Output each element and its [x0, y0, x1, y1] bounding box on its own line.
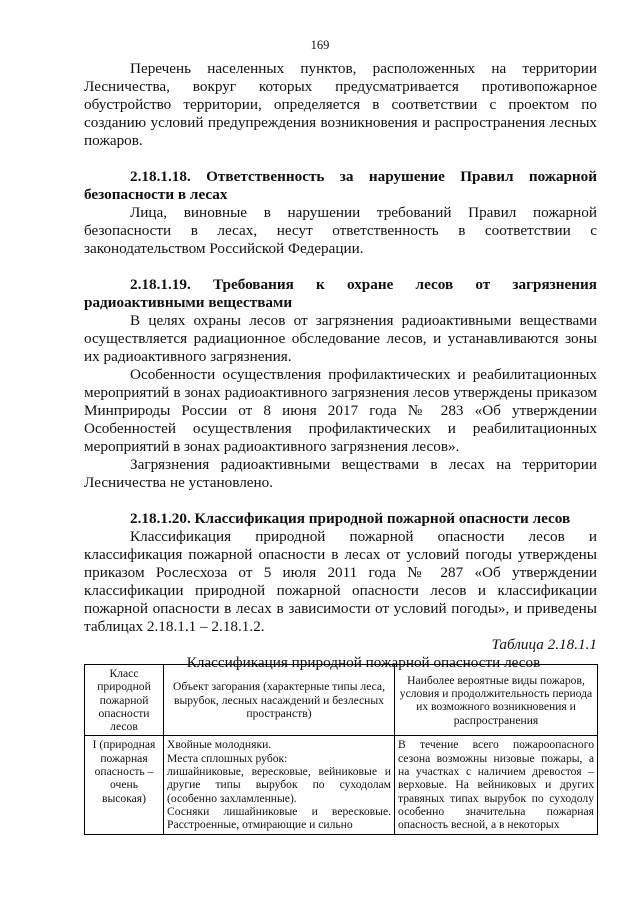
cell-fire-types-1: В течение всего пожароопасного сезона возможны низовые пожары, а на участках с наличием древостоя – верховые. На вейниковых и других травяных типах вырубок по суходолу особенно значительна пожарная опасность весной, а в некоторых — [395, 736, 598, 834]
header-class: Класс природной пожарной опасности лесов — [85, 665, 164, 736]
table-row — [85, 736, 598, 834]
table-header-row — [85, 665, 598, 736]
section-19-paragraph-3: Загрязнения радиоактивными веществами в лесах на территории Лесничества не установлено. — [84, 456, 597, 491]
cell-class-1: I (природная пожарная опасность – очень высокая) — [85, 736, 164, 834]
fire-danger-table — [84, 664, 598, 835]
section-20-paragraph: Классификация природной пожарной опасности лесов и классификация пожарной опасности в лесах от условий погоды утверждены приказом Рослесхоза от 5 июля 2011 года № 287 «Об утверждении классификации природной пожарной опасности лесов и классификации пожарной опасности в лесах в зависимости от условий погоды», и приведены таблицах 2.18.1.1 – 2.18.1.2. — [84, 528, 597, 635]
header-object: Объект загорания (характерные типы леса, вырубок, лесных насаждений и безлесных пространств) — [164, 665, 395, 736]
section-heading-18: 2.18.1.18. Ответственность за нарушение Правил пожарной безопасности в лесах — [84, 168, 597, 203]
document-body — [84, 60, 597, 672]
table-title: Классификация природной пожарной опасности лесов — [186, 654, 541, 671]
cell-line: Сосняки лишайниковые и вересковые. Расстроенные, отмирающие и сильно — [167, 804, 391, 832]
cell-object-1 — [164, 736, 395, 834]
cell-line: Места сплошных рубок: — [167, 751, 288, 765]
cell-line: лишайниковые, вересковые, вейниковые и другие типы вырубок по суходолам (особенно захламленные). — [167, 765, 391, 805]
intro-paragraph: Перечень населенных пунктов, расположенных на территории Лесничества, вокруг которых предусматривается противопожарное обустройство территории, определяется в соответствии с проектом по созданию условий предупреждения возникновения и распространения лесных пожаров. — [84, 60, 597, 149]
cell-line: Хвойные молодняки. — [167, 738, 272, 752]
table-number: Таблица 2.18.1.1 — [491, 636, 597, 653]
header-fire-types: Наиболее вероятные виды пожаров, условия и продолжительность периода их возможного возникновения и распространения — [395, 665, 598, 736]
section-19-paragraph-1: В целях охраны лесов от загрязнения радиоактивными веществами осуществляется радиационное обследование лесов, и устанавливаются зоны их радиоактивного загрязнения. — [84, 312, 597, 365]
section-18-paragraph: Лица, виновные в нарушении требований Правил пожарной безопасности в лесах, несут ответственность в соответствии с законодательством Российской Федерации. — [84, 204, 597, 257]
section-heading-19: 2.18.1.19. Требования к охране лесов от загрязнения радиоактивными веществами — [84, 276, 597, 311]
page-number: 169 — [310, 38, 330, 52]
section-19-paragraph-2: Особенности осуществления профилактических и реабилитационных мероприятий в зонах радиоактивного загрязнения лесов утверждены приказом Минприроды России от 8 июня 2017 года № 283 «Об утверждении Особенностей осуществления профилактических и реабилитационных мероприятий в зонах радиоактивного загрязнения лесов». — [84, 366, 597, 455]
section-heading-20: 2.18.1.20. Классификация природной пожарной опасности лесов — [130, 510, 571, 527]
